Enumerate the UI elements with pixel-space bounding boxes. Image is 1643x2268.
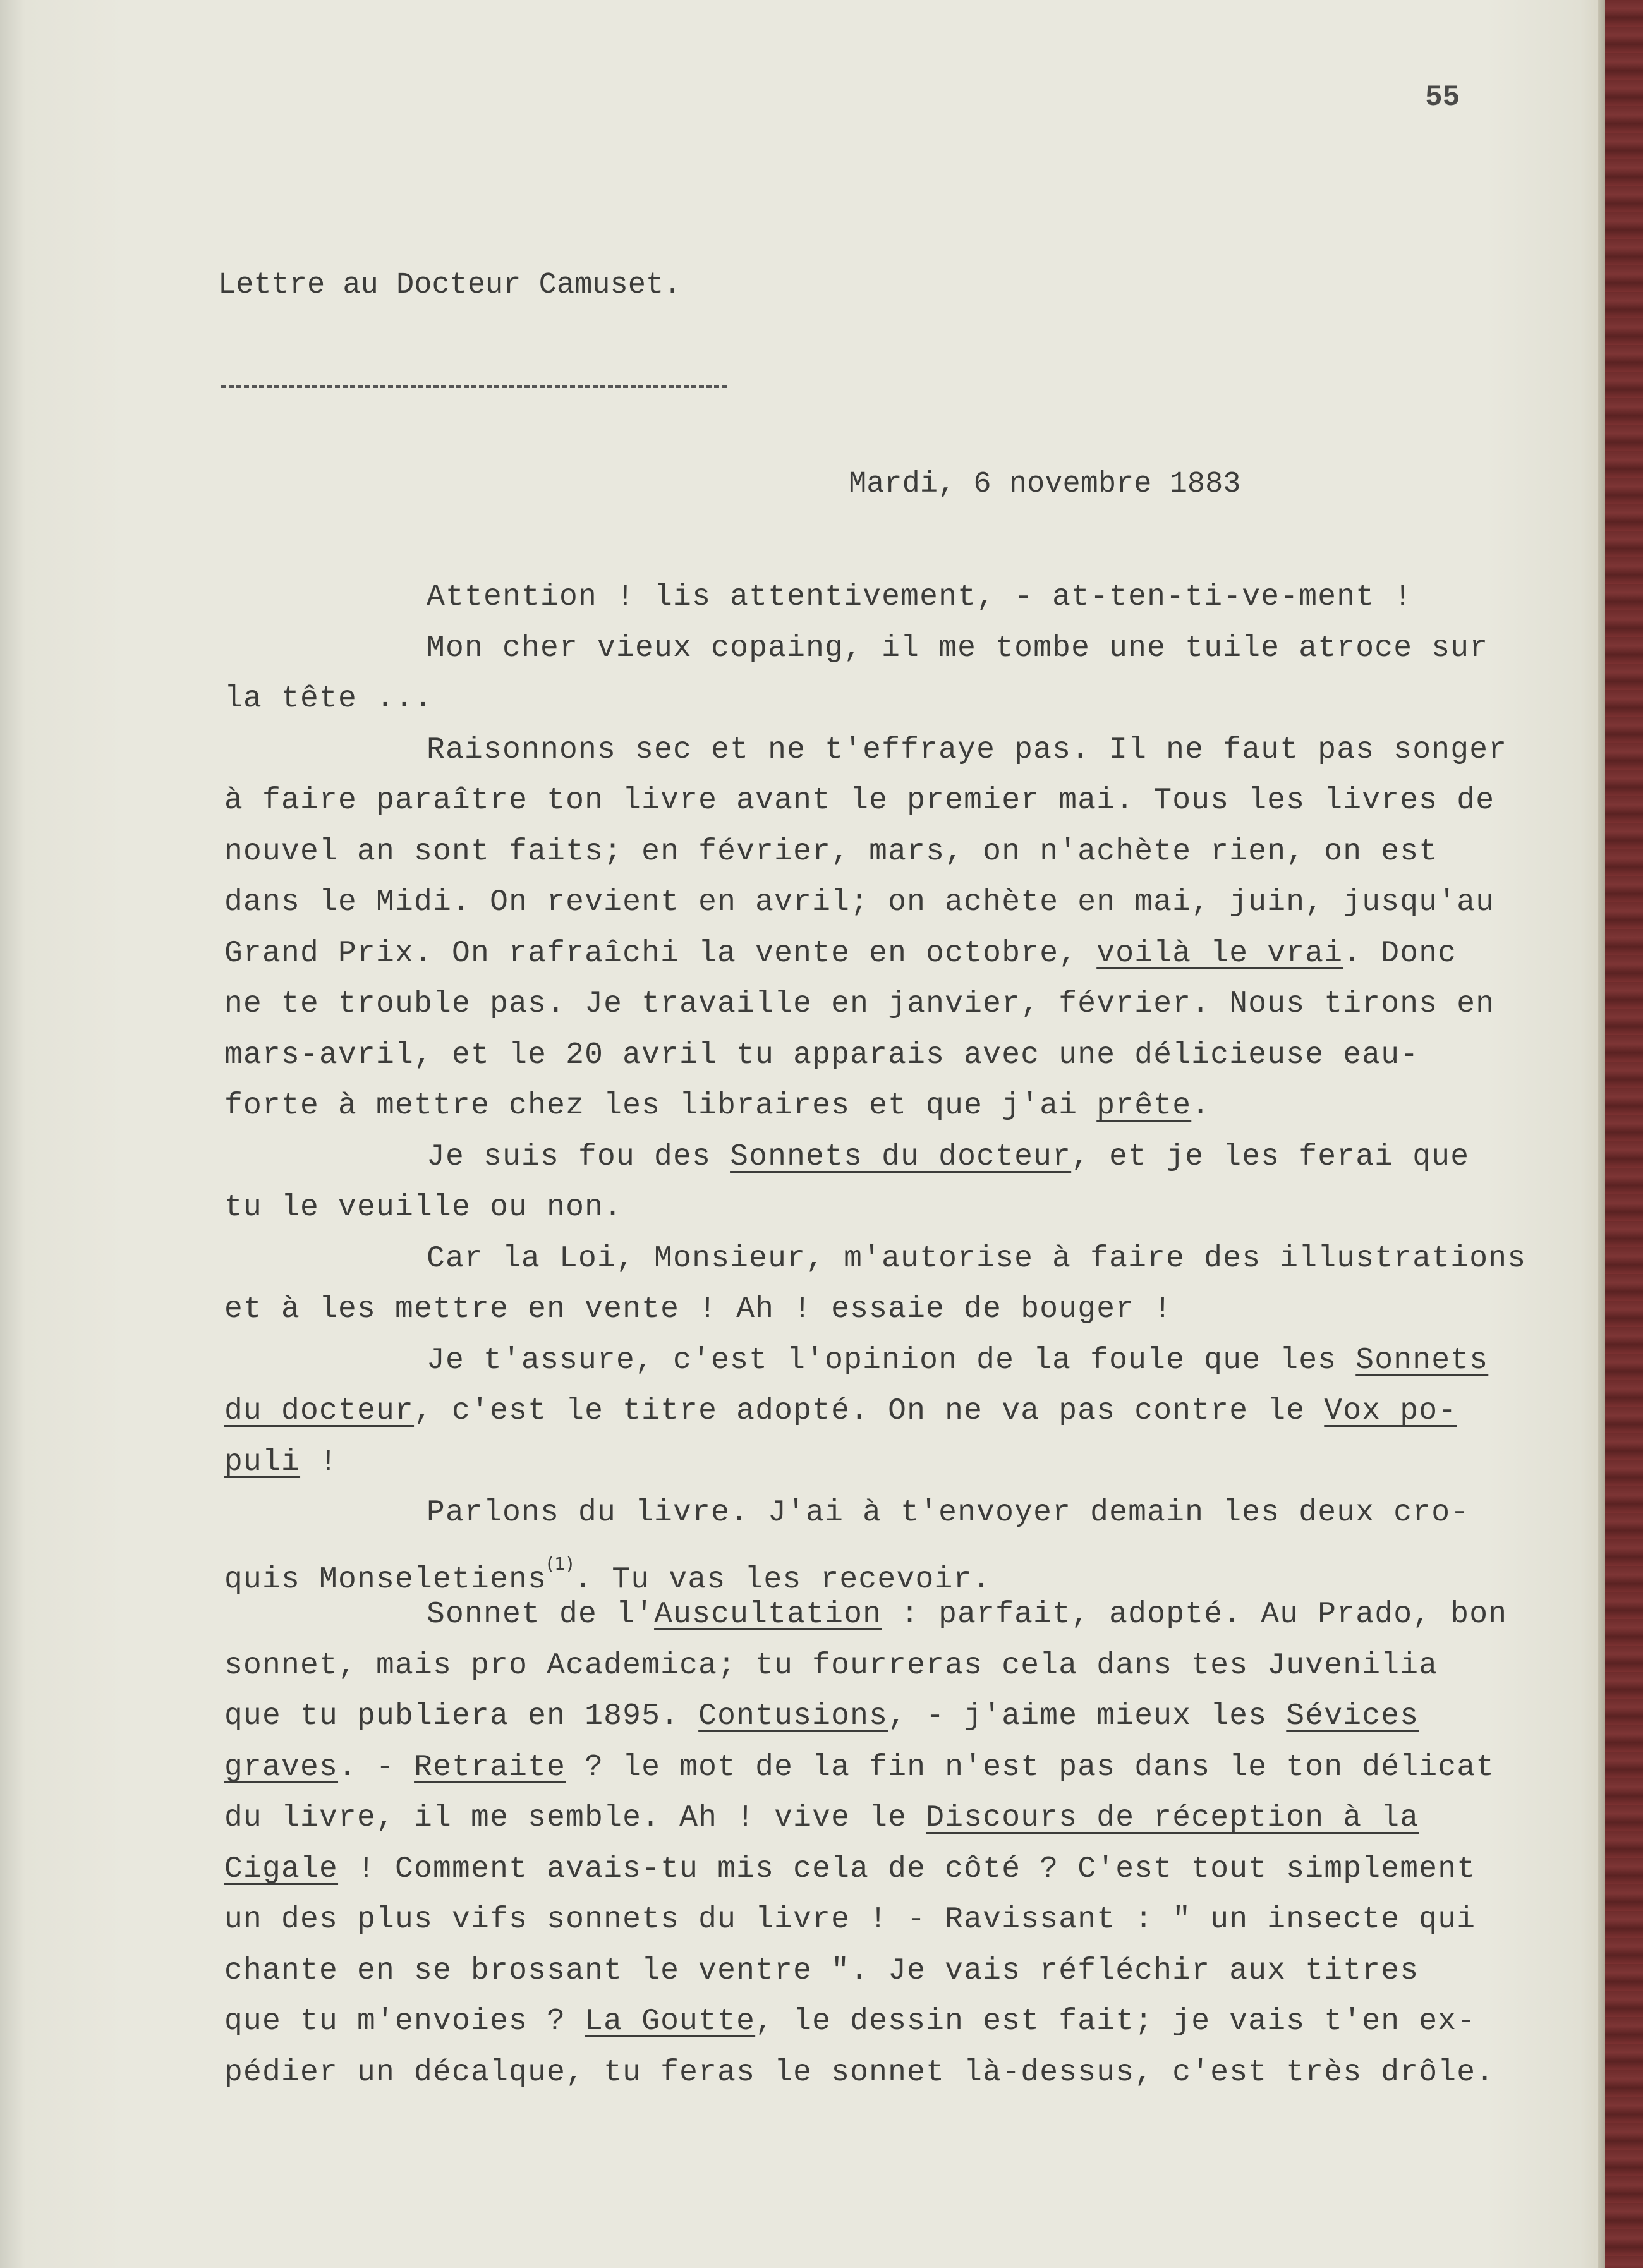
- text-line: [224, 1488, 1589, 1539]
- text-segment: , - j'aime mieux les: [888, 1699, 1287, 1733]
- text-segment: nouvel an sont faits; en février, mars, on n'achète rien, on est: [224, 834, 1438, 869]
- letter-heading: Lettre au Docteur Camuset.: [218, 269, 682, 302]
- text-line: [224, 775, 1589, 827]
- text-line: [224, 1691, 1589, 1742]
- text-segment: du livre, il me semble. Ah ! vive le: [224, 1801, 926, 1835]
- text-segment: . Donc: [1343, 936, 1457, 971]
- text-line: [224, 979, 1589, 1030]
- text-segment: , le dessin est fait; je vais t'en ex-: [755, 2004, 1476, 2039]
- text-line: [224, 1386, 1589, 1437]
- book-binding: [1605, 0, 1643, 2268]
- text-segment: .: [1191, 1089, 1211, 1123]
- footnote-marker: (1): [547, 1553, 574, 1574]
- underlined-title: Sonnets du docteur: [730, 1139, 1072, 1174]
- underlined-title: Sévices: [1286, 1699, 1419, 1733]
- underlined-title: Auscultation: [654, 1598, 882, 1632]
- text-line: [224, 1539, 1589, 1597]
- text-segment: sonnet, mais pro Academica; tu fourreras cela dans tes Juvenilia: [224, 1648, 1438, 1683]
- text-segment: ! Comment avais-tu mis cela de côté ? C'est tout simplement: [338, 1852, 1476, 1886]
- underlined-title: graves: [224, 1750, 339, 1785]
- underlined-title: du docteur: [224, 1394, 415, 1428]
- text-line: [224, 1742, 1589, 1793]
- heading-rule: [221, 385, 727, 388]
- text-segment: Attention ! lis attentivement, - at-ten-ti-ve-ment !: [427, 580, 1413, 614]
- text-segment: Je t'assure, c'est l'opinion de la foule que les: [427, 1343, 1356, 1378]
- text-line: [224, 725, 1589, 776]
- text-segment: Sonnet de l': [427, 1598, 655, 1632]
- text-segment: Grand Prix. On rafraîchi la vente en octobre,: [224, 936, 1097, 971]
- underlined-title: Sonnets: [1355, 1343, 1489, 1378]
- text-line: [224, 1895, 1589, 1946]
- text-line: [224, 1589, 1589, 1640]
- text-segment: mars-avril, et le 20 avril tu apparais avec une délicieuse eau-: [224, 1038, 1419, 1072]
- date-line: Mardi, 6 novembre 1883: [849, 468, 1241, 501]
- text-line: [224, 1437, 1589, 1488]
- text-line: [224, 1132, 1589, 1183]
- text-segment: que tu m'envoies ?: [224, 2004, 585, 2039]
- text-line: [224, 1946, 1589, 1997]
- text-segment: ? le mot de la fin n'est pas dans le ton délicat: [566, 1750, 1495, 1785]
- text-segment: : parfait, adopté. Au Prado, bon: [882, 1598, 1508, 1632]
- text-line: [224, 1844, 1589, 1895]
- text-line: [224, 572, 1589, 623]
- text-segment: chante en se brossant le ventre ". Je vais réfléchir aux titres: [224, 1953, 1419, 1988]
- text-line: [224, 1996, 1589, 2047]
- text-line: [224, 877, 1589, 928]
- underlined-title: voilà le vrai: [1096, 936, 1343, 971]
- underlined-title: puli: [224, 1445, 301, 1479]
- text-segment: forte à mettre chez les libraires et que j'ai: [224, 1089, 1097, 1123]
- text-segment: !: [300, 1445, 339, 1479]
- text-segment: un des plus vifs sonnets du livre ! - Ravissant : " un insecte qui: [224, 1903, 1476, 1937]
- text-line: [224, 1081, 1589, 1132]
- underlined-title: Vox po-: [1324, 1394, 1457, 1428]
- letter-body: [224, 572, 1589, 2098]
- text-segment: dans le Midi. On revient en avril; on achète en mai, juin, jusqu'au: [224, 885, 1495, 919]
- text-line: [224, 674, 1589, 725]
- text-segment: . -: [338, 1750, 415, 1785]
- text-segment: Je suis fou des: [427, 1139, 731, 1174]
- text-line: [224, 928, 1589, 979]
- underlined-title: prête: [1096, 1089, 1192, 1123]
- text-segment: à faire paraître ton livre avant le premier mai. Tous les livres de: [224, 784, 1495, 818]
- text-segment: ne te trouble pas. Je travaille en janvier, février. Nous tirons en: [224, 987, 1495, 1021]
- text-segment: , et je les ferai que: [1071, 1139, 1470, 1174]
- text-line: [224, 1182, 1589, 1234]
- underlined-title: La Goutte: [585, 2004, 756, 2039]
- underlined-title: Discours de réception à la: [926, 1801, 1419, 1835]
- text-line: [224, 1640, 1589, 1692]
- text-segment: tu le veuille ou non.: [224, 1191, 623, 1225]
- text-segment: . Tu vas les recevoir.: [574, 1562, 991, 1597]
- text-segment: Parlons du livre. J'ai à t'envoyer demain les deux cro-: [427, 1496, 1470, 1530]
- text-segment: , c'est le titre adopté. On ne va pas contre le: [414, 1394, 1325, 1428]
- text-line: [224, 1284, 1589, 1335]
- underlined-title: Contusions: [698, 1699, 888, 1733]
- text-line: [224, 1234, 1589, 1285]
- text-line: [224, 827, 1589, 878]
- text-line: [224, 1335, 1589, 1386]
- underlined-title: Cigale: [224, 1852, 339, 1886]
- page-number: 55: [1425, 81, 1460, 114]
- underlined-title: Retraite: [414, 1750, 566, 1785]
- text-segment: la tête ...: [224, 682, 433, 716]
- text-segment: pédier un décalque, tu feras le sonnet là-dessus, c'est très drôle.: [224, 2055, 1495, 2090]
- text-segment: Raisonnons sec et ne t'effraye pas. Il ne faut pas songer: [427, 732, 1508, 767]
- text-line: [224, 623, 1589, 674]
- text-segment: que tu publiera en 1895.: [224, 1699, 699, 1733]
- text-line: [224, 2047, 1589, 2099]
- text-segment: et à les mettre en vente ! Ah ! essaie de bouger !: [224, 1292, 1173, 1326]
- text-segment: Mon cher vieux copaing, il me tombe une tuile atroce sur: [427, 631, 1489, 665]
- text-line: [224, 1793, 1589, 1844]
- text-line: [224, 1030, 1589, 1081]
- text-segment: quis Monseletiens: [224, 1562, 547, 1597]
- text-segment: Car la Loi, Monsieur, m'autorise à faire des illustrations: [427, 1241, 1527, 1276]
